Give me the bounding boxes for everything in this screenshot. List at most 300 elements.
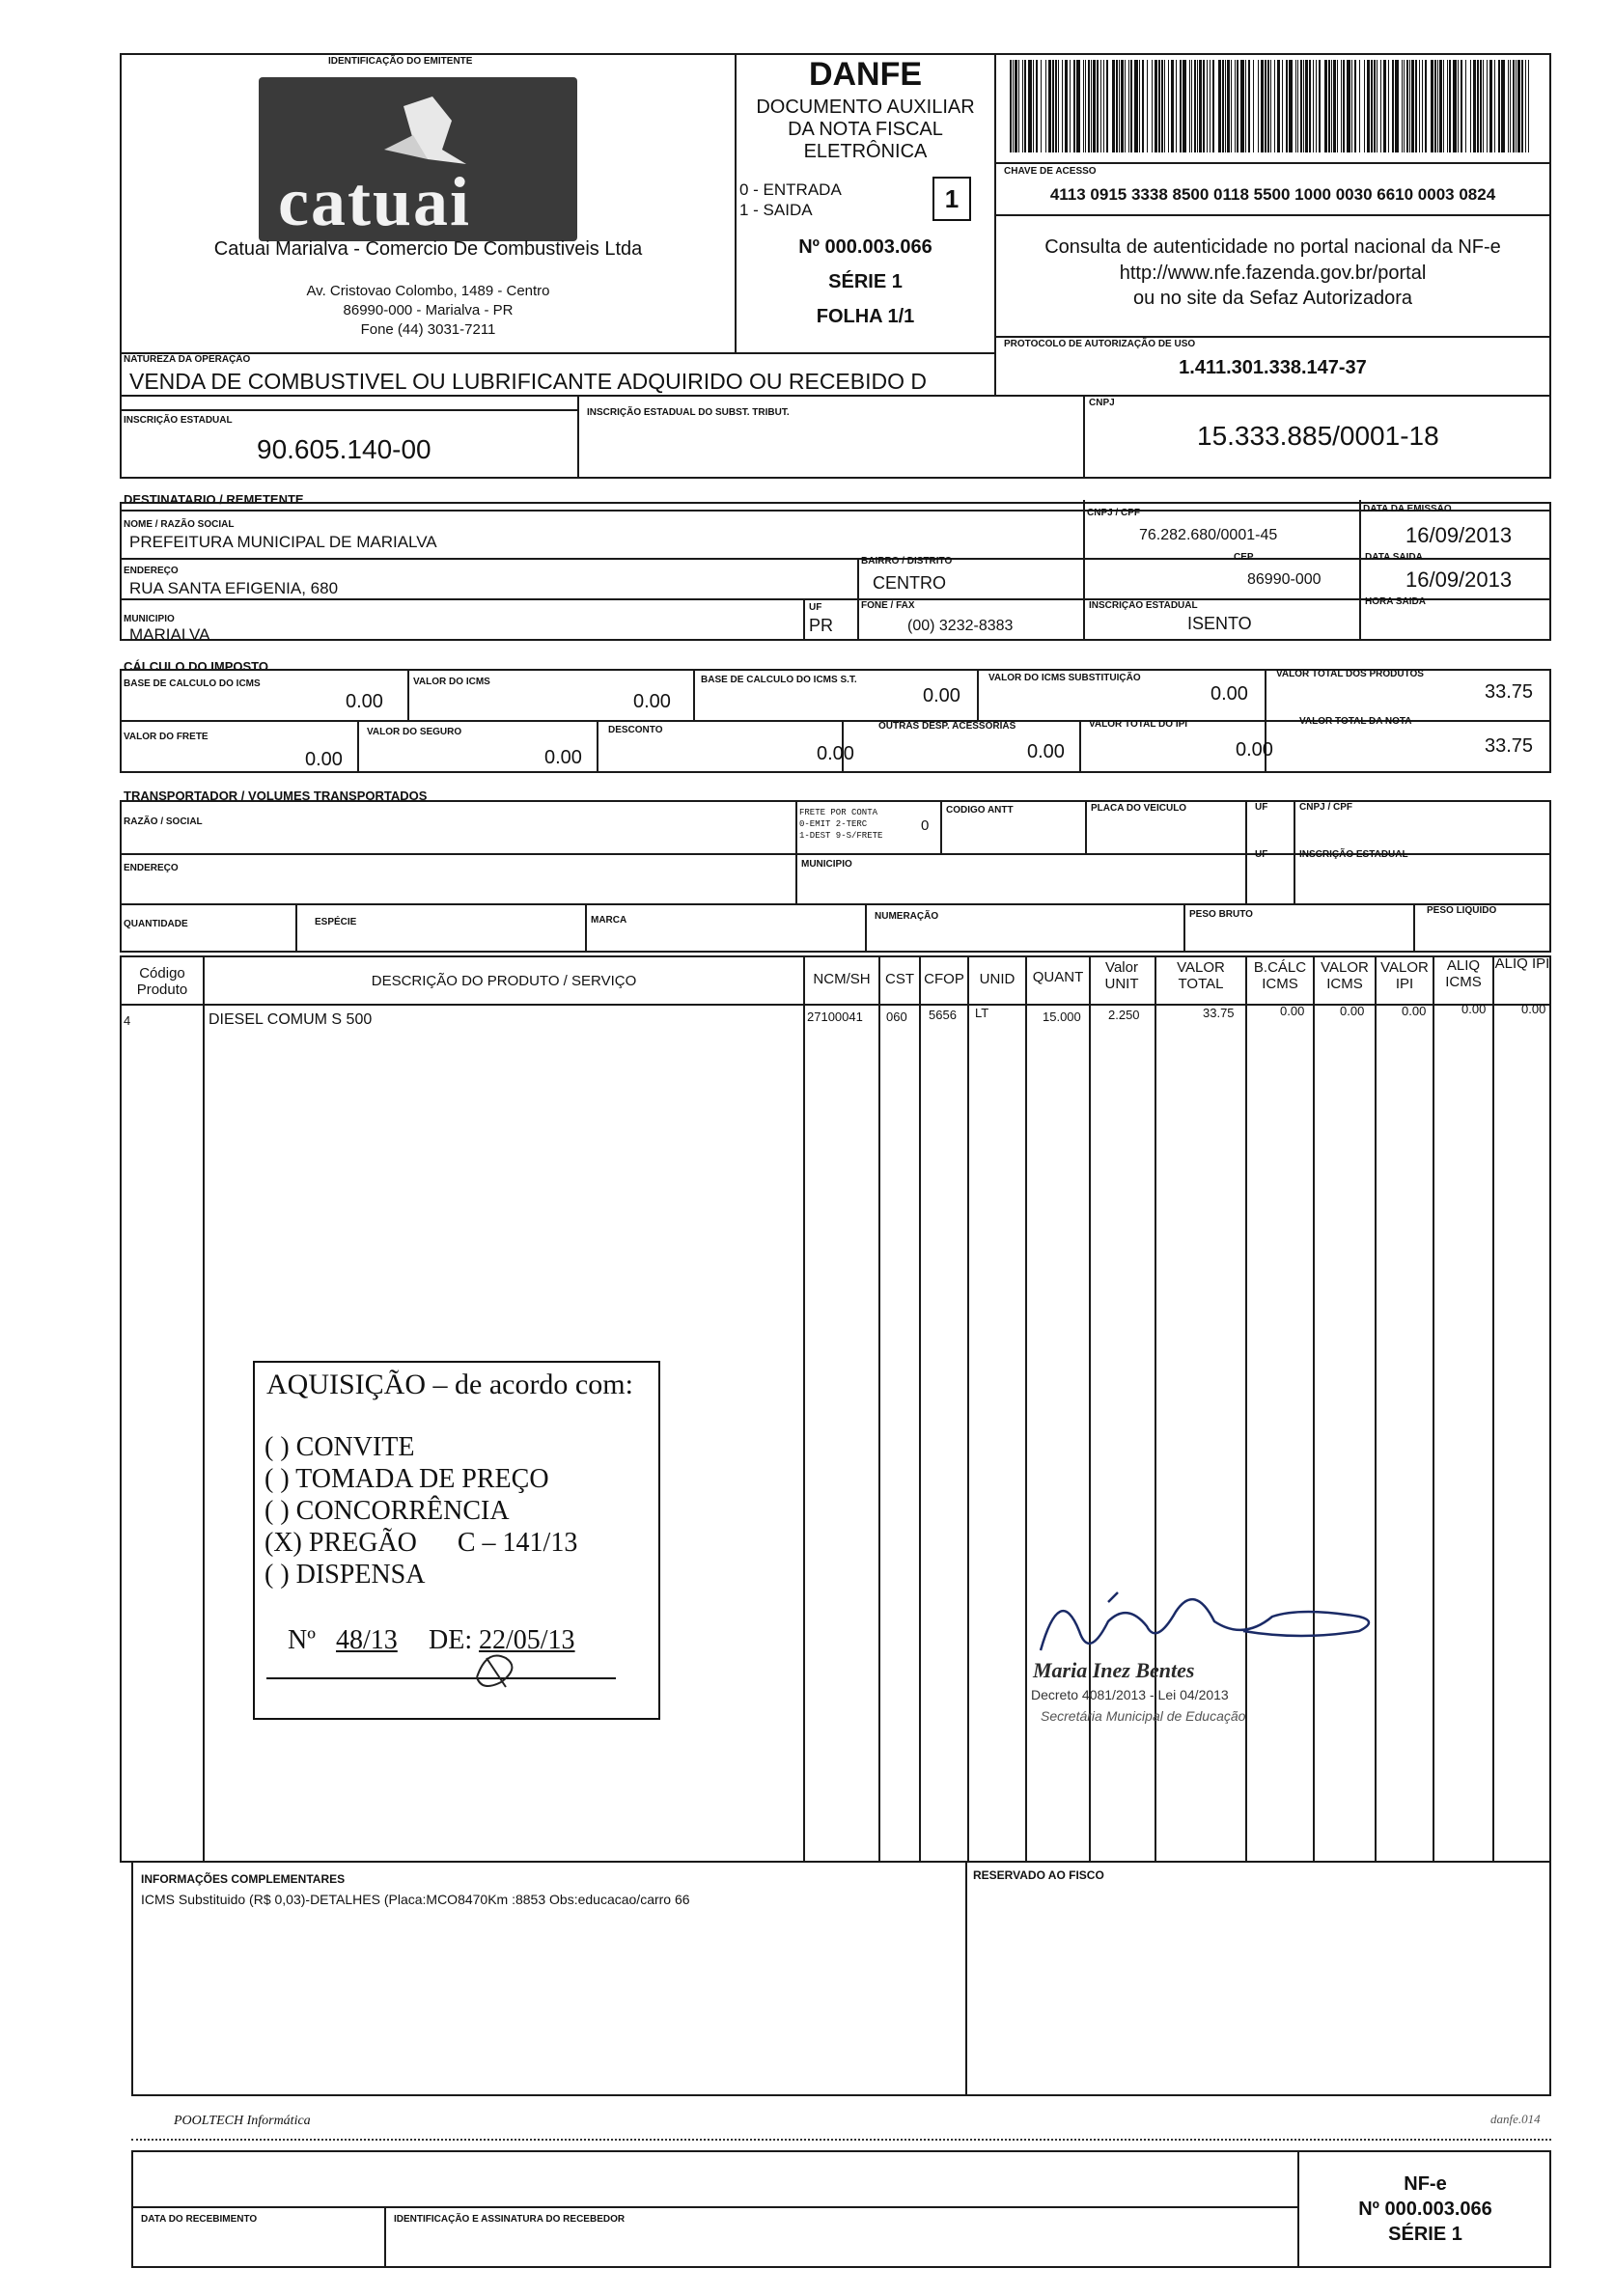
emitente-header-label: IDENTIFICAÇÃO DO EMITENTE xyxy=(328,56,473,67)
barcode-bar xyxy=(1062,60,1063,152)
danfe-folha: FOLHA 1/1 xyxy=(816,306,915,327)
col-bcalc: B.CÁLC ICMS xyxy=(1253,959,1307,992)
barcode-bar xyxy=(1227,60,1230,152)
barcode-bar xyxy=(1235,60,1236,152)
barcode-bar xyxy=(1437,60,1438,152)
barcode-bar xyxy=(1487,60,1488,152)
barcode-bar xyxy=(1261,60,1264,152)
barcode-bar xyxy=(1333,60,1336,152)
imposto-section-title: CÁLCULO DO IMPOSTO xyxy=(124,659,268,674)
barcode-bar xyxy=(1048,60,1051,152)
transp-frete-line3: 1-DEST 9-S/FRETE xyxy=(799,831,883,841)
transp-frete-value: 0 xyxy=(921,817,930,834)
dest-nome-label: NOME / RAZÃO SOCIAL xyxy=(124,519,235,530)
barcode-bar xyxy=(1473,60,1476,152)
barcode-bar xyxy=(1041,60,1042,152)
barcode-bar xyxy=(1274,60,1275,152)
col-quant: QUANT xyxy=(1032,969,1084,985)
barcode-bar xyxy=(1483,60,1484,152)
transp-quantidade-label: QUANTIDADE xyxy=(124,919,188,929)
col-aicms: ALIQ ICMS xyxy=(1445,957,1482,990)
dest-fone: (00) 3232-8383 xyxy=(907,618,1014,634)
stamp-data: 22/05/13 xyxy=(479,1625,575,1655)
chave-consulta-3: ou no site da Sefaz Autorizadora xyxy=(1132,288,1413,309)
base-st-label: BASE DE CALCULO DO ICMS S.T. xyxy=(701,675,857,685)
stamp-numero: 48/13 xyxy=(336,1625,398,1655)
transp-placa-label: PLACA DO VEICULO xyxy=(1091,803,1187,814)
barcode-bar xyxy=(1093,60,1096,152)
barcode-bar xyxy=(1270,60,1271,152)
base-icms-label: BASE DE CALCULO DO ICMS xyxy=(124,678,261,689)
barcode-bar xyxy=(1222,60,1224,152)
barcode-bar xyxy=(1055,60,1057,152)
barcode-bar xyxy=(1289,60,1293,152)
barcode-bar xyxy=(1425,60,1427,152)
stamp-opt-tomada: ( ) TOMADA DE PREÇO xyxy=(264,1464,549,1494)
barcode-bar xyxy=(1245,60,1246,152)
barcode-bar xyxy=(1207,60,1208,152)
dest-cnpj: 76.282.680/0001-45 xyxy=(1139,527,1278,543)
item-vipi: 0.00 xyxy=(1402,1004,1427,1018)
barcode-bar xyxy=(1528,60,1529,152)
item-ncm: 27100041 xyxy=(807,1010,863,1024)
barcode-bar xyxy=(1128,60,1129,152)
barcode-bar xyxy=(1508,60,1509,152)
info-label: INFORMAÇÕES COMPLEMENTARES xyxy=(141,1872,346,1886)
barcode-bar xyxy=(1431,60,1433,152)
valor-icms: 0.00 xyxy=(633,691,671,712)
danfe-entrada: 0 - ENTRADA xyxy=(739,180,842,199)
item-descricao: DIESEL COMUM S 500 xyxy=(209,1011,373,1028)
barcode-bar xyxy=(1404,60,1405,152)
dest-endereco: RUA SANTA EFIGENIA, 680 xyxy=(129,579,339,597)
barcode-bar xyxy=(1015,60,1017,152)
barcode-bar xyxy=(1237,60,1238,152)
transp-section-title: TRANSPORTADOR / VOLUMES TRANSPORTADOS xyxy=(124,788,428,803)
barcode-bar xyxy=(1125,60,1126,152)
barcode-bar xyxy=(1480,60,1482,152)
signature-name: Maria Inez Bentes xyxy=(1033,1658,1195,1682)
barcode-bar xyxy=(1337,60,1338,152)
col-codigo: Código Produto xyxy=(136,965,188,998)
info-text: ICMS Substituido (R$ 0,03)-DETALHES (Placa:MCO8470Km :8853 Obs:educacao/carro 66 xyxy=(141,1892,690,1907)
signature-stroke-icon xyxy=(1012,1583,1417,1670)
barcode-bar xyxy=(1076,60,1080,152)
barcode-bar xyxy=(1112,60,1115,152)
barcode-bar xyxy=(1316,60,1317,152)
transp-antt-label: CODIGO ANTT xyxy=(946,805,1014,816)
cnpj-label: CNPJ xyxy=(1089,398,1115,408)
barcode-bar xyxy=(1374,60,1376,152)
barcode-bar xyxy=(1498,60,1500,152)
barcode-bar xyxy=(1231,60,1232,152)
stamp-opt-pregao: (X) PREGÃO C – 141/13 xyxy=(264,1528,578,1558)
barcode-bar xyxy=(1409,60,1410,152)
barcode-bar xyxy=(1045,60,1046,152)
transp-frete-line1: FRETE POR CONTA xyxy=(799,808,878,817)
natureza-label: NATUREZA DA OPERAÇÃO xyxy=(124,354,251,365)
frete-label: VALOR DO FRETE xyxy=(124,732,209,742)
barcode-bar xyxy=(1461,60,1462,152)
barcode-bar xyxy=(1501,60,1505,152)
barcode-bar xyxy=(1494,60,1495,152)
barcode-bar xyxy=(1313,60,1314,152)
signature xyxy=(1012,1583,1417,1737)
barcode-bar xyxy=(1359,60,1360,152)
barcode-bar xyxy=(1164,60,1165,152)
barcode-bar xyxy=(1458,60,1459,152)
chave-consulta-2[interactable]: http://www.nfe.fazenda.gov.br/portal xyxy=(1119,263,1427,284)
col-vicms: VALOR ICMS xyxy=(1321,959,1369,992)
barcode-bar xyxy=(1265,60,1266,152)
total-nota: 33.75 xyxy=(1485,735,1534,757)
item-unid: LT xyxy=(975,1006,989,1020)
barcode-bar xyxy=(1465,60,1466,152)
danfe-subtitle-3: ELETRÔNICA xyxy=(803,141,928,162)
barcode-bar xyxy=(1517,60,1520,152)
dest-uf: PR xyxy=(809,616,834,635)
item-quant: 15.000 xyxy=(1043,1010,1081,1024)
barcode-bar xyxy=(1225,60,1226,152)
barcode-bar xyxy=(1319,60,1321,152)
barcode-bar xyxy=(1218,60,1221,152)
barcode-bar xyxy=(1073,60,1075,152)
barcode-bar xyxy=(1354,60,1356,152)
barcode-bar xyxy=(1343,60,1345,152)
barcode-bar xyxy=(1388,60,1389,152)
dest-endereco-label: ENDEREÇO xyxy=(124,566,179,576)
barcode-bar xyxy=(1194,60,1196,152)
footer-serie: SÉRIE 1 xyxy=(1388,2224,1462,2245)
barcode-bar xyxy=(1300,60,1302,152)
item-vtotal: 33.75 xyxy=(1203,1006,1235,1020)
barcode-bar xyxy=(1402,60,1403,152)
danfe-saida: 1 - SAIDA xyxy=(739,201,813,219)
barcode-bar xyxy=(1070,60,1071,152)
dest-cnpj-label: CNPJ / CPF xyxy=(1087,508,1141,518)
transp-uf-label: UF xyxy=(1255,802,1268,813)
barcode-bar xyxy=(1371,60,1373,152)
barcode-bar xyxy=(1295,60,1296,152)
valor-st-label: VALOR DO ICMS SUBSTITUIÇÃO xyxy=(988,673,1141,683)
barcode-bar xyxy=(1331,60,1332,152)
barcode-bar xyxy=(1267,60,1269,152)
barcode xyxy=(1010,60,1539,152)
total-produtos-label: VALOR TOTAL DOS PRODUTOS xyxy=(1276,669,1424,679)
barcode-bar xyxy=(1013,60,1014,152)
ipi: 0.00 xyxy=(1236,739,1273,761)
item-codigo: 4 xyxy=(124,1013,131,1028)
barcode-bar xyxy=(1406,60,1408,152)
barcode-bar xyxy=(1052,60,1054,152)
barcode-bar xyxy=(1199,60,1202,152)
desconto: 0.00 xyxy=(817,743,854,764)
barcode-bar xyxy=(1018,60,1019,152)
dest-fone-label: FONE / FAX xyxy=(861,600,915,611)
barcode-bar xyxy=(1419,60,1420,152)
barcode-bar xyxy=(1121,60,1124,152)
stamp-opt-convite: ( ) CONVITE xyxy=(264,1432,415,1462)
barcode-bar xyxy=(1309,60,1311,152)
barcode-bar xyxy=(1341,60,1342,152)
danfe-subtitle-1: DOCUMENTO AUXILIAR xyxy=(756,97,975,118)
signature-line2: Decreto 4081/2013 - Lei 04/2013 xyxy=(1031,1687,1229,1702)
barcode-bar xyxy=(1443,60,1444,152)
barcode-bar xyxy=(1161,60,1163,152)
dest-data-emissao: 16/09/2013 xyxy=(1405,523,1513,547)
aquisicao-stamp xyxy=(253,1361,660,1720)
barcode-bar xyxy=(1189,60,1190,152)
base-st: 0.00 xyxy=(923,685,960,706)
barcode-bar xyxy=(1155,60,1157,152)
barcode-bar xyxy=(1521,60,1523,152)
col-ncm: NCM/SH xyxy=(813,971,871,987)
ie-value: 90.605.140-00 xyxy=(257,434,431,464)
danfe-subtitle-2: DA NOTA FISCAL xyxy=(788,119,943,140)
total-produtos: 33.75 xyxy=(1485,681,1534,703)
barcode-bar xyxy=(1240,60,1244,152)
item-aicms: 0.00 xyxy=(1461,1002,1487,1016)
danfe-title: DANFE xyxy=(808,56,923,93)
transp-marca-label: MARCA xyxy=(591,915,627,926)
barcode-bar xyxy=(1470,60,1471,152)
col-vtotal: VALOR TOTAL xyxy=(1177,959,1225,992)
chave-value: 4113 0915 3338 8500 0118 5500 1000 0030 6610 0003 0824 xyxy=(1049,185,1496,204)
ie-st-label: INSCRIÇÃO ESTADUAL DO SUBST. TRIBUT. xyxy=(587,407,790,418)
barcode-bar xyxy=(1411,60,1414,152)
barcode-bar xyxy=(1103,60,1104,152)
barcode-bar xyxy=(1010,60,1012,152)
stamp-numero-label: Nº xyxy=(288,1625,316,1655)
dest-data-saida-label: DATA SAIDA xyxy=(1365,552,1423,563)
transp-numeracao-label: NUMERAÇÃO xyxy=(875,911,939,922)
transp-endereco-label: ENDEREÇO xyxy=(124,863,179,873)
emitente-endereco: Av. Cristovao Colombo, 1489 - Centro xyxy=(306,283,550,299)
ipi-label: VALOR TOTAL DO IPI xyxy=(1089,719,1188,730)
barcode-bar xyxy=(1197,60,1198,152)
col-unid: UNID xyxy=(979,971,1016,987)
barcode-bar xyxy=(1277,60,1280,152)
valor-icms-label: VALOR DO ICMS xyxy=(413,677,490,687)
stamp-opt-concorrencia: ( ) CONCORRÊNCIA xyxy=(264,1496,510,1526)
barcode-bar xyxy=(1367,60,1370,152)
barcode-bar xyxy=(1513,60,1515,152)
outras: 0.00 xyxy=(1027,741,1065,762)
barcode-bar xyxy=(1134,60,1138,152)
item-vicms: 0.00 xyxy=(1340,1004,1365,1018)
barcode-bar xyxy=(1171,60,1174,152)
col-vunit: Valor UNIT xyxy=(1104,959,1139,992)
barcode-bar xyxy=(1130,60,1132,152)
base-icms: 0.00 xyxy=(346,691,383,712)
footer-software: POOLTECH Informática xyxy=(174,2114,311,2128)
dest-ie-label: INSCRIÇÃO ESTADUAL xyxy=(1089,600,1198,611)
dest-data-saida: 16/09/2013 xyxy=(1405,567,1513,592)
dest-bairro: CENTRO xyxy=(873,573,946,593)
stamp-initials-icon xyxy=(448,1639,535,1697)
barcode-bar xyxy=(1422,60,1423,152)
ie-label: INSCRIÇÃO ESTADUAL xyxy=(124,415,233,426)
barcode-bar xyxy=(1447,60,1448,152)
barcode-bar xyxy=(1380,60,1381,152)
company-logo xyxy=(259,77,577,241)
dest-ie: ISENTO xyxy=(1187,614,1252,633)
item-aipi: 0.00 xyxy=(1521,1002,1546,1016)
chave-label: CHAVE DE ACESSO xyxy=(1004,166,1097,177)
emitente-razao: Catuai Marialva - Comercio De Combustiveis Ltda xyxy=(213,238,643,260)
dest-municipio-label: MUNICIPIO xyxy=(124,614,175,624)
fisco-label: RESERVADO AO FISCO xyxy=(973,1868,1104,1882)
emitente-fone: Fone (44) 3031-7211 xyxy=(360,321,496,338)
total-nota-label: VALOR TOTAL DA NOTA xyxy=(1299,716,1412,727)
barcode-bar xyxy=(1525,60,1526,152)
danfe-tipo-box: 1 xyxy=(932,177,971,221)
dest-nome: PREFEITURA MUNICIPAL DE MARIALVA xyxy=(129,533,437,551)
barcode-bar xyxy=(1147,60,1148,152)
barcode-bar xyxy=(1191,60,1192,152)
barcode-bar xyxy=(1453,60,1457,152)
item-bcalc: 0.00 xyxy=(1280,1004,1305,1018)
barcode-bar xyxy=(1152,60,1153,152)
col-cst: CST xyxy=(885,971,914,987)
stamp-title: AQUISIÇÃO – de acordo com: xyxy=(266,1369,633,1400)
transp-municipio-label: MUNICIPIO xyxy=(801,859,852,870)
barcode-bar xyxy=(1088,60,1090,152)
transp-frete-line2: 0-EMIT 2-TERC xyxy=(799,819,868,829)
transp-uf2-label: UF xyxy=(1255,849,1268,860)
stamp-de-label: DE: xyxy=(429,1625,473,1655)
stamp-opt-dispensa: ( ) DISPENSA xyxy=(264,1560,426,1590)
barcode-bar xyxy=(1183,60,1186,152)
data-recebimento-label: DATA DO RECEBIMENTO xyxy=(141,2214,258,2225)
protocolo-label: PROTOCOLO DE AUTORIZAÇÃO DE USO xyxy=(1004,339,1196,349)
ident-recebedor-label: IDENTIFICAÇÃO E ASSINATURA DO RECEBEDOR xyxy=(394,2214,626,2225)
barcode-bar xyxy=(1248,60,1250,152)
col-aipi: ALIQ IPI xyxy=(1494,955,1550,972)
barcode-bar xyxy=(1383,60,1386,152)
barcode-bar xyxy=(1028,60,1032,152)
barcode-bar xyxy=(1477,60,1479,152)
barcode-bar xyxy=(1116,60,1118,152)
transp-razao-label: RAZÃO / SOCIAL xyxy=(124,816,203,827)
barcode-bar xyxy=(1253,60,1254,152)
seguro: 0.00 xyxy=(544,747,582,768)
transp-peso-bruto-label: PESO BRUTO xyxy=(1189,909,1253,920)
barcode-bar xyxy=(1033,60,1034,152)
dest-hora-label: HORA SAIDA xyxy=(1365,596,1426,607)
transp-cnpj-label: CNPJ / CPF xyxy=(1299,802,1353,813)
barcode-bar xyxy=(1510,60,1511,152)
chave-consulta-1: Consulta de autenticidade no portal nacional da NF-e xyxy=(1044,236,1501,258)
dest-bairro-label: BAIRRO / DISTRITO xyxy=(861,556,953,567)
barcode-bar xyxy=(1180,60,1182,152)
barcode-bar xyxy=(1364,60,1365,152)
footer-nfe: NF-e xyxy=(1404,2173,1447,2195)
desconto-label: DESCONTO xyxy=(608,725,663,735)
dest-cep: 86990-000 xyxy=(1247,571,1322,588)
barcode-bar xyxy=(1083,60,1084,152)
outras-label: OUTRAS DESP. ACESSORIAS xyxy=(878,721,1016,732)
barcode-bar xyxy=(1305,60,1308,152)
signature-line3: Secretária Municipal de Educação xyxy=(1041,1708,1246,1724)
dest-municipio: MARIALVA xyxy=(129,625,210,644)
footer-numero: Nº 000.003.066 xyxy=(1358,2199,1492,2220)
barcode-bar xyxy=(1516,60,1517,152)
seguro-label: VALOR DO SEGURO xyxy=(367,727,462,737)
barcode-bar xyxy=(1434,60,1436,152)
barcode-bar xyxy=(1022,60,1023,152)
barcode-bar xyxy=(1297,60,1298,152)
logo-text: catuai xyxy=(278,163,471,240)
valor-st: 0.00 xyxy=(1210,683,1248,705)
item-cst: 060 xyxy=(886,1010,907,1024)
barcode-bar xyxy=(1392,60,1394,152)
danfe-numero: Nº 000.003.066 xyxy=(798,236,932,258)
barcode-bar xyxy=(1139,60,1140,152)
danfe-serie: SÉRIE 1 xyxy=(828,271,903,292)
frete: 0.00 xyxy=(305,749,343,770)
transp-ie-label: INSCRIÇÃO ESTADUAL xyxy=(1299,849,1408,860)
barcode-bar xyxy=(1024,60,1026,152)
barcode-bar xyxy=(1449,60,1451,152)
barcode-bar xyxy=(1439,60,1442,152)
barcode-bar xyxy=(1328,60,1330,152)
barcode-bar xyxy=(1142,60,1144,152)
barcode-bar xyxy=(1347,60,1350,152)
barcode-bar xyxy=(1158,60,1160,152)
barcode-bar xyxy=(1085,60,1086,152)
item-cfop: 5656 xyxy=(929,1008,957,1022)
dest-uf-label: UF xyxy=(809,602,822,613)
col-descricao: DESCRIÇÃO DO PRODUTO / SERVIÇO xyxy=(371,973,637,989)
dest-section-title: DESTINATARIO / REMETENTE xyxy=(124,492,304,507)
barcode-bar xyxy=(1258,60,1259,152)
cnpj-value: 15.333.885/0001-18 xyxy=(1197,421,1439,451)
barcode-bar xyxy=(1324,60,1327,152)
barcode-bar xyxy=(1119,60,1120,152)
barcode-bar xyxy=(1415,60,1417,152)
footer-form: danfe.014 xyxy=(1490,2112,1541,2126)
barcode-bar xyxy=(1212,60,1214,152)
barcode-bar xyxy=(1286,60,1288,152)
barcode-bar xyxy=(1168,60,1169,152)
item-vunit: 2.250 xyxy=(1108,1008,1140,1022)
barcode-bar xyxy=(1303,60,1304,152)
barcode-bar xyxy=(1395,60,1399,152)
barcode-bar xyxy=(1489,60,1492,152)
dest-cep-label: CEP xyxy=(1234,552,1254,563)
barcode-bar xyxy=(1058,60,1059,152)
barcode-bar xyxy=(1097,60,1099,152)
barcode-bar xyxy=(1091,60,1092,152)
barcode-bar xyxy=(1176,60,1177,152)
emitente-cep: 86990-000 - Marialva - PR xyxy=(343,302,514,318)
barcode-bar xyxy=(1282,60,1283,152)
col-vipi: VALOR IPI xyxy=(1380,959,1429,992)
barcode-bar xyxy=(1106,60,1108,152)
barcode-bar xyxy=(1203,60,1205,152)
barcode-bar xyxy=(1065,60,1068,152)
natureza-value: VENDA DE COMBUSTIVEL OU LUBRIFICANTE ADQUIRIDO OU RECEBIDO D xyxy=(129,369,928,394)
col-cfop: CFOP xyxy=(924,971,964,987)
dest-data-emissao-label: DATA DA EMISSÃO xyxy=(1363,504,1452,514)
protocolo-value: 1.411.301.338.147-37 xyxy=(1179,357,1367,378)
barcode-bar xyxy=(1100,60,1101,152)
barcode-bar xyxy=(1351,60,1352,152)
transp-peso-liquido-label: PESO LIQUIDO xyxy=(1427,905,1497,916)
barcode-bar xyxy=(1036,60,1038,152)
transp-especie-label: ESPÉCIE xyxy=(315,917,357,927)
